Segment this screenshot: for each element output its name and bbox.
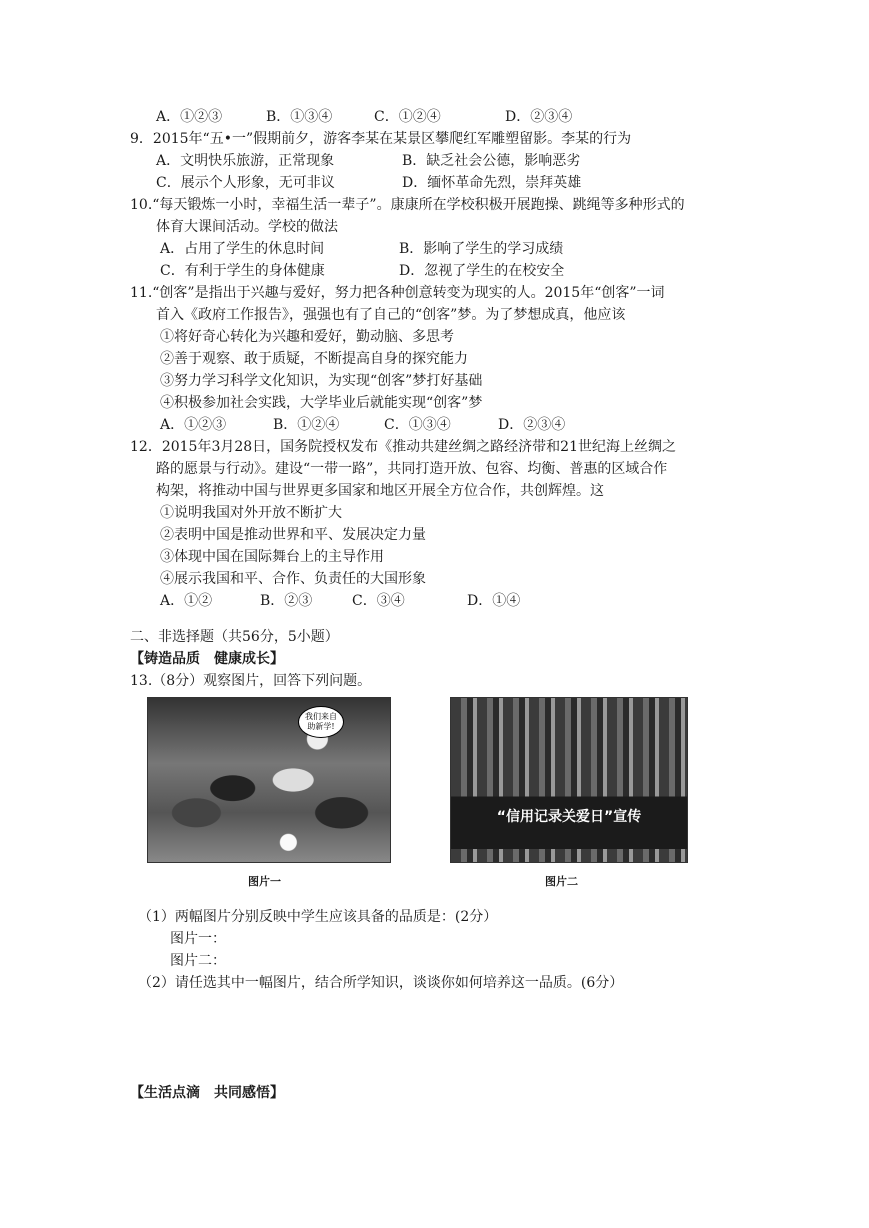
- q12-option-b: B．②③: [260, 593, 313, 609]
- q10-option-d: D．忽视了学生的在校安全: [399, 263, 565, 279]
- section2-heading: 二、非选择题（共56分，5小题）: [130, 629, 339, 645]
- q12-stem-line1: 12．2015年3月28日，国务院授权发布《推动共建丝绸之路经济带和21世纪海上丝绸之: [130, 439, 676, 455]
- q11-stem-line1: 11.“创客”是指出于兴趣与爱好，努力把各种创意转变为现实的人。2015年“创客”一词: [130, 285, 665, 301]
- photo1-speech-bubble: 我们来自 助新学!: [298, 706, 344, 738]
- q11-option-a: A．①②③: [160, 417, 227, 433]
- q11-option-b: B．①②④: [273, 417, 340, 433]
- photo-football-match: [147, 697, 391, 863]
- q11-item-3: ③努力学习科学文化知识，为实现“创客”梦打好基础: [160, 373, 483, 389]
- q9-option-c: C．展示个人形象，无可非议: [156, 175, 335, 191]
- q13-sub1-a: 图片一：: [170, 931, 226, 947]
- q12-item-4: ④展示我国和平、合作、负责任的大国形象: [160, 571, 426, 587]
- q11-item-4: ④积极参加社会实践，大学毕业后就能实现“创客”梦: [160, 395, 483, 411]
- q12-item-2: ②表明中国是推动世界和平、发展决定力量: [160, 527, 426, 543]
- q12-option-a: A．①②: [160, 593, 213, 609]
- q9-stem: 9．2015年“五•一”假期前夕，游客李某在某景区攀爬红军雕塑留影。李某的行为: [130, 131, 632, 147]
- photo1-caption: 图片一: [248, 875, 281, 888]
- section2-subheading: 【铸造品质 健康成长】: [130, 651, 284, 667]
- q10-stem-line2: 体育大课间活动。学校的做法: [156, 219, 338, 235]
- q13-sub2: （2）请任选其中一幅图片，结合所学知识，谈谈你如何培养这一品质。(6分）: [138, 975, 624, 991]
- q10-option-b: B．影响了学生的学习成绩: [399, 241, 564, 257]
- q9-option-a: A．文明快乐旅游，正常现象: [156, 153, 335, 169]
- photo-credit-campaign: [450, 697, 688, 863]
- q13-sub1: （1）两幅图片分别反映中学生应该具备的品质是：(2分）: [138, 909, 498, 925]
- q12-item-1: ①说明我国对外开放不断扩大: [160, 505, 342, 521]
- q9-option-b: B．缺乏社会公德，影响恶劣: [402, 153, 581, 169]
- q13-stem: 13.（8分）观察图片，回答下列问题。: [130, 673, 372, 689]
- q11-item-2: ②善于观察、敢于质疑，不断提高自身的探究能力: [160, 351, 468, 367]
- q12-stem-line3: 构架，将推动中国与世界更多国家和地区开展全方位合作，共创辉煌。这: [156, 483, 604, 499]
- photo2-banner-text: “信用记录关爱日”宣传: [496, 809, 642, 825]
- photo2-caption: 图片二: [545, 875, 578, 888]
- q11-item-1: ①将好奇心转化为兴趣和爱好，勤动脑、多思考: [160, 329, 454, 345]
- section3-heading: 【生活点滴 共同感悟】: [130, 1085, 284, 1101]
- q8-option-c: C．①②④: [374, 109, 441, 125]
- q8-option-a: A．①②③: [156, 109, 223, 125]
- q12-item-3: ③体现中国在国际舞台上的主导作用: [160, 549, 384, 565]
- q12-stem-line2: 路的愿景与行动》。建设“一带一路”，共同打造开放、包容、均衡、普惠的区域合作: [156, 461, 668, 477]
- q11-option-c: C．①③④: [384, 417, 451, 433]
- q10-option-a: A．占用了学生的休息时间: [160, 241, 325, 257]
- q10-stem-line1: 10.“每天锻炼一小时，幸福生活一辈子”。康康所在学校积极开展跑操、跳绳等多种形式的: [130, 197, 685, 213]
- q10-option-c: C．有利于学生的身体健康: [160, 263, 325, 279]
- q11-stem-line2: 首入《政府工作报告》，强强也有了自己的“创客”梦。为了梦想成真，他应该: [156, 307, 626, 323]
- q13-sub1-b: 图片二：: [170, 953, 226, 969]
- q12-option-d: D．①④: [467, 593, 521, 609]
- q8-option-b: B．①③④: [266, 109, 333, 125]
- q9-option-d: D．缅怀革命先烈，崇拜英雄: [402, 175, 582, 191]
- q12-option-c: C．③④: [352, 593, 405, 609]
- q11-option-d: D．②③④: [498, 417, 566, 433]
- q8-option-d: D．②③④: [505, 109, 573, 125]
